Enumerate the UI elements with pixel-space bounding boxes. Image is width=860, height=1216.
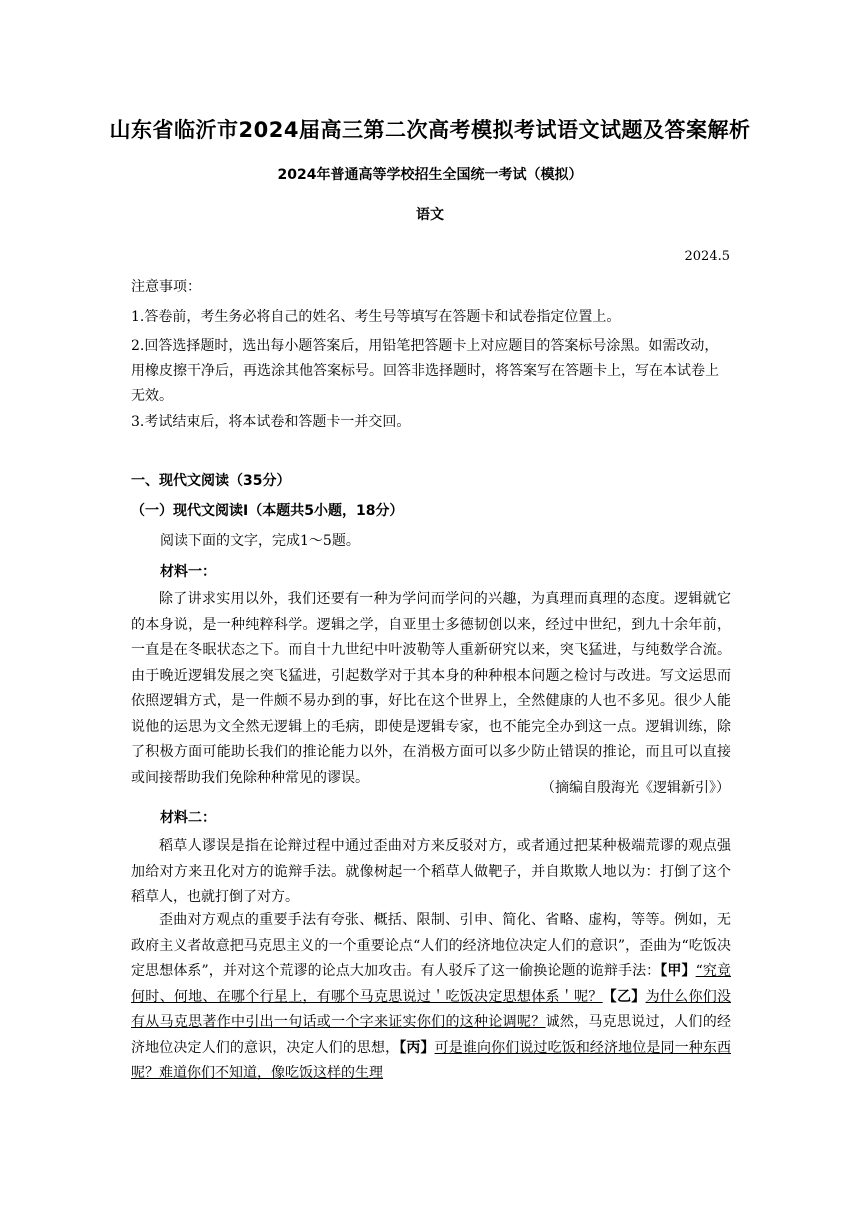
material-2-heading: 材料二： xyxy=(160,810,216,826)
underlined-sentence-yi: 为什么你们没有从马克思著作中引出一句话或一个字来证实你们的这种论调呢？ xyxy=(131,988,732,1030)
notice-item-3: 3.考试结束后，将本试卷和答题卡一并交回。 xyxy=(131,414,411,430)
marker-jia: 【甲】 xyxy=(660,963,696,979)
paragraph-text: 诚然，马克思说过，人们的经济地位决定人们的意识，决定人们的思想， xyxy=(131,1014,732,1056)
subsection-heading: （一）现代文阅读Ⅰ（本题共5小题，18分） xyxy=(131,503,404,519)
underlined-sentence-jia: “究竟何时、何地、在哪个行星上，有哪个马克思说过＇吃饭决定思想体系＇呢？ xyxy=(131,963,731,1005)
marker-yi: 【乙】 xyxy=(602,988,646,1005)
notice-heading: 注意事项： xyxy=(131,279,201,295)
material-1-text: 除了讲求实用以外，我们还要有一种为学问而学问的兴趣，为真理而真理的态度。逻辑就它的本身说，是一种纯粹科学。逻辑之学，自亚里士多德韧创以来，经过中世纪，到九十余年前，一直是在冬眠状态之下。而自十九世纪中叶波勒等人重新研究以来，突飞猛进，与纯数学合流。由于晚近逻辑发展之突飞猛进，引起数学对于其本身的种种根本问题之检讨与改进。写文运思而依照逻辑方式，是一件颇不易办到的事，好比在这个世界上，全然健康的人也不多见。很少人能说他的运思为文全然无逻辑上的毛病，即使是逻辑专家，也不能完全办到这一点。逻辑训练，除了积极方面可能助长我们的推论能力以外，在消极方面可以多少防止错误的推论，而且可以直接或间接帮助我们免除种种常见的谬误。 xyxy=(131,591,731,786)
document-title: 山东省临沂市2024届高三第二次高考模拟考试语文试题及答案解析 xyxy=(109,118,751,142)
paragraph-text: 歪曲对方观点的重要手法有夸张、概括、限制、引申、简化、省略、虚构，等等。例如，无政府主义者故意把马克思主义的一个重要论点“人们的经济地位决定人们的意识”，歪曲为“吃饭决定思想体系”，并对这个荒谬的论点大加攻击。有人驳斥了这一偷换论题的诡辩手法： xyxy=(131,912,731,979)
notice-item-1: 1.答卷前，考生务必将自己的姓名、考生号等填写在答题卡和试卷指定位置上。 xyxy=(131,309,621,325)
exam-date: 2024.5 xyxy=(684,249,730,264)
material-1-source: （摘编自殷海光《逻辑新引》） xyxy=(541,780,730,796)
marker-bing: 【丙】 xyxy=(399,1039,435,1056)
material-2-paragraph-2 xyxy=(131,908,731,1087)
material-2-paragraph-1: 稻草人谬误是指在论辩过程中通过歪曲对方来反驳对方，或者通过把某种极端荒谬的观点强加给对方来丑化对方的诡辩手法。就像树起一个稻草人做靶子，并自欺欺人地以为：打倒了这个稻草人，也就打倒了对方。 xyxy=(131,838,731,905)
section-heading: 一、现代文阅读（35分） xyxy=(131,473,291,489)
underlined-sentence-bing: 可是谁向你们说过吃饭和经济地位是同一种东西呢？难道你们不知道，像吃饭这样的生理 xyxy=(131,1039,732,1081)
notice-item-2: 2.回答选择题时，选出每小题答案后，用铅笔把答题卡上对应题目的答案标号涂黑。如需改动，用橡皮擦干净后，再选涂其他答案标号。回答非选择题时，将答案写在答题卡上，写在本试卷上无效。 xyxy=(131,338,719,404)
subject-label: 语文 xyxy=(416,207,444,223)
exam-subtitle: 2024年普通高等学校招生全国统一考试（模拟） xyxy=(277,167,583,183)
reading-instruction: 阅读下面的文字，完成1～5题。 xyxy=(160,533,360,549)
material-1-heading: 材料一： xyxy=(160,564,216,580)
